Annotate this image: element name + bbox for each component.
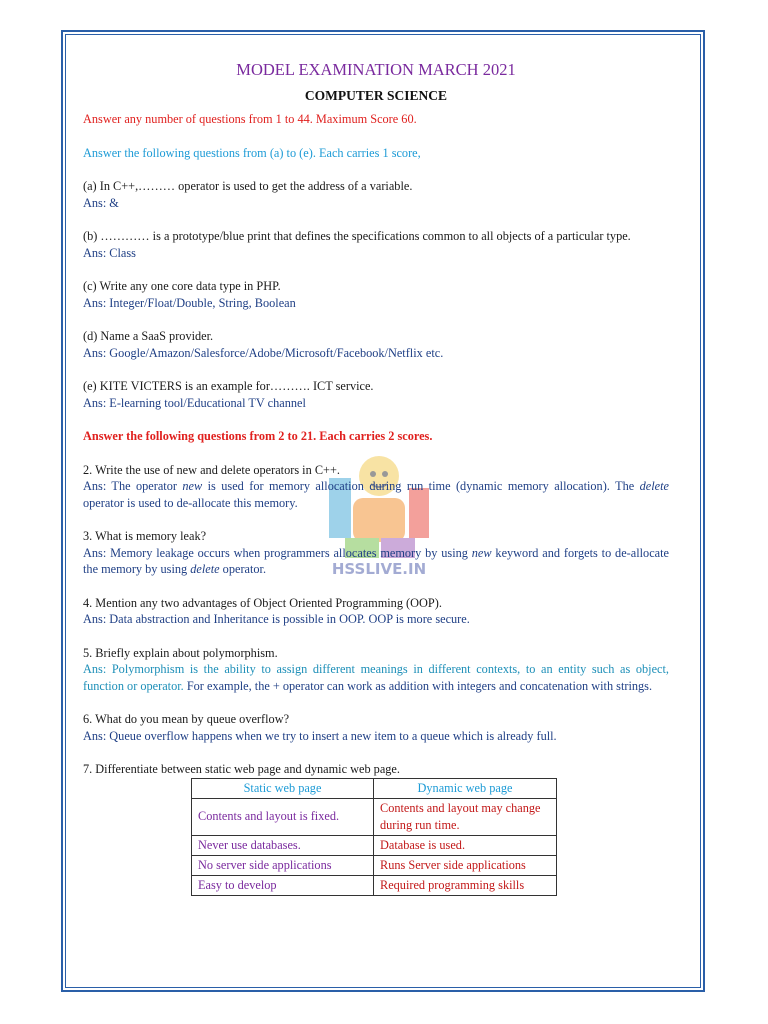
q1a-answer: Ans: & xyxy=(83,195,119,210)
q3-answer: Ans: Memory leakage occurs when programmers allocates memory by using new keyword and forgets to de-allocate the memory by using delete operator. xyxy=(83,545,669,576)
q2-answer: Ans: The operator new is used for memory allocation during run time (dynamic memory allocation). The delete operator is used to de-allocate this memory. xyxy=(83,479,669,510)
q1e-answer: Ans: E-learning tool/Educational TV channel xyxy=(83,395,306,410)
general-instruction: Answer any number of questions from 1 to 44. Maximum Score 60. xyxy=(83,112,417,126)
table-cell-static: No server side applications xyxy=(192,855,374,875)
q7-question: 7. Differentiate between static web page and dynamic web page. xyxy=(83,762,400,776)
q4-answer: Ans: Data abstraction and Inheritance is possible in OOP. OOP is more secure. xyxy=(83,612,470,626)
q1c-question: (c) Write any one core data type in PHP. xyxy=(83,279,281,293)
q6-question: 6. What do you mean by queue overflow? xyxy=(83,712,290,726)
table-cell-dynamic: Contents and layout may change during run time. xyxy=(374,798,557,835)
q5-question: 5. Briefly explain about polymorphism. xyxy=(83,645,278,660)
q1e-question: (e) KITE VICTERS is an example for………. ICT service. xyxy=(83,379,374,393)
watermark-text: HSSLIVE.IN xyxy=(331,560,427,578)
q1b-question: (b) ………… is a prototype/blue print that defines the specifications common to all objects of a particular type. xyxy=(83,229,631,243)
table-cell-dynamic: Database is used. xyxy=(374,835,557,855)
q1a-question: (a) In C++,……… operator is used to get the address of a variable. xyxy=(83,179,413,193)
q1c-answer: Ans: Integer/Float/Double, String, Boolean xyxy=(83,295,296,310)
table-row xyxy=(192,855,557,875)
q4-question: 4. Mention any two advantages of Object Oriented Programming (OOP). xyxy=(83,595,442,610)
table-row xyxy=(192,875,557,895)
table-cell-dynamic: Runs Server side applications xyxy=(374,855,557,875)
table-cell-dynamic: Required programming skills xyxy=(374,875,557,895)
web-page-comparison-table xyxy=(191,778,557,896)
table-cell-static: Never use databases. xyxy=(192,835,374,855)
table-header-row xyxy=(192,778,557,798)
q2-question: 2. Write the use of new and delete operators in C++. xyxy=(83,462,340,477)
q1d-answer: Ans: Google/Amazon/Salesforce/Adobe/Microsoft/Facebook/Netflix etc. xyxy=(83,345,444,360)
exam-title: MODEL EXAMINATION MARCH 2021 xyxy=(236,60,516,79)
q1b-answer: Ans: Class xyxy=(83,245,136,260)
q5-answer: Ans: Polymorphism is the ability to assign different meanings in different contexts, to an entity such as object, function or operator. For example, the + operator can work as addition with integers and concatenation with strings. xyxy=(83,662,669,693)
section2-instruction: Answer the following questions from 2 to 21. Each carries 2 scores. xyxy=(83,429,433,443)
table-header-dynamic: Dynamic web page xyxy=(374,778,557,798)
subject-title: COMPUTER SCIENCE xyxy=(304,88,448,103)
table-header-static: Static web page xyxy=(192,778,374,798)
q3-question: 3. What is memory leak? xyxy=(83,529,207,543)
table-cell-static: Contents and layout is fixed. xyxy=(192,798,374,835)
table-row xyxy=(192,835,557,855)
section1-instruction: Answer the following questions from (a) to (e). Each carries 1 score, xyxy=(83,145,421,160)
q1d-question: (d) Name a SaaS provider. xyxy=(83,329,214,343)
table-row xyxy=(192,798,557,835)
table-cell-static: Easy to develop xyxy=(192,875,374,895)
exam-document xyxy=(83,58,669,896)
q6-answer: Ans: Queue overflow happens when we try to insert a new item to a queue which is already full. xyxy=(83,728,557,743)
